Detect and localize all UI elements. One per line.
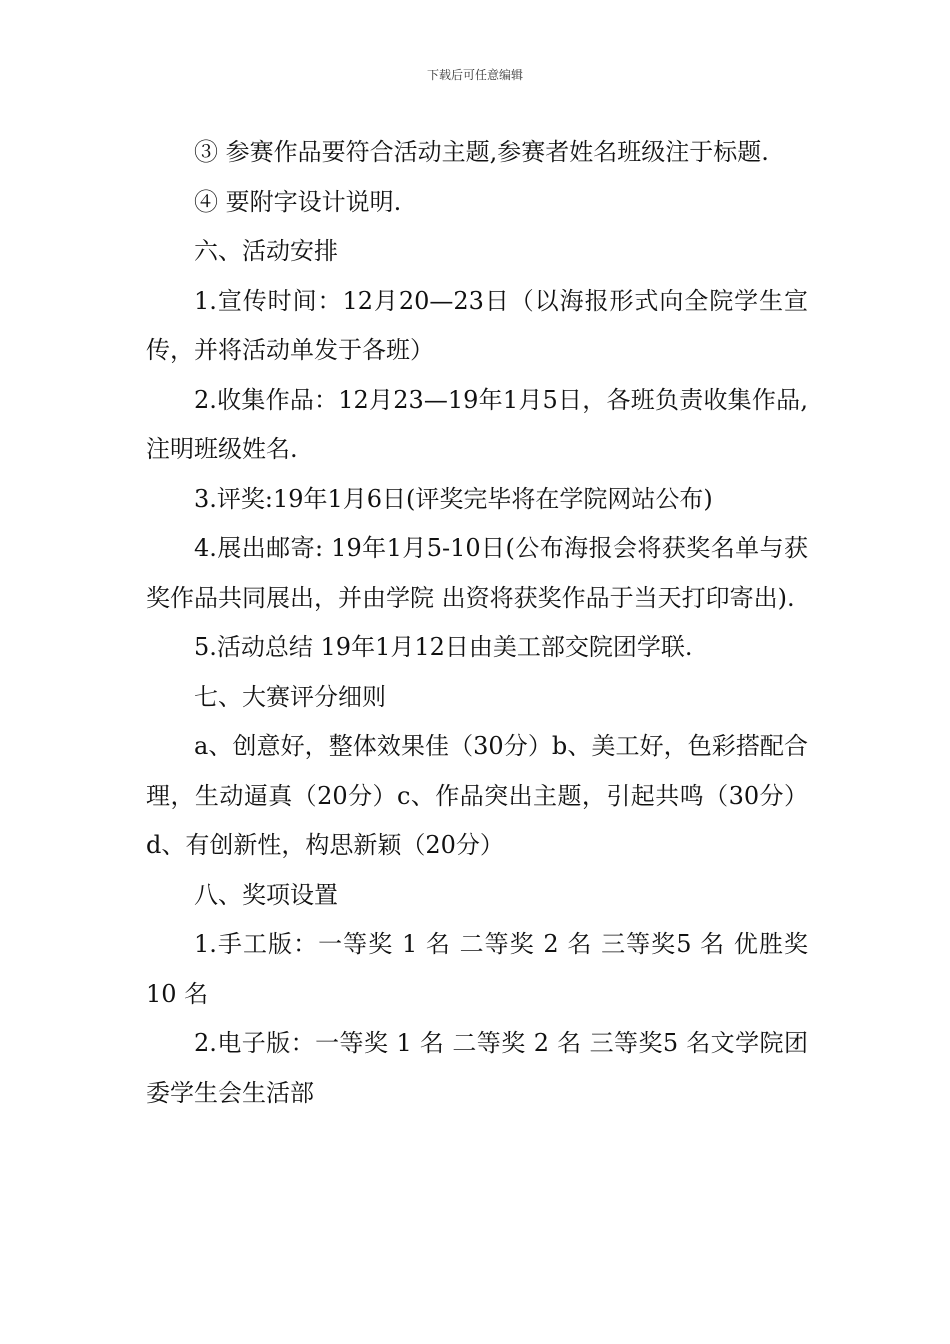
- paragraph-schedule-summary: 5.活动总结 19年1月12日由美工部交院团学联.: [194, 633, 693, 661]
- paragraph-schedule-exhibition: 4.展出邮寄: 19年1月5-10日(公布海报会将获奖名单与获奖作品共同展出，并由学院 出资将获奖作品于当天打印寄出).: [146, 534, 808, 612]
- paragraph-entry-requirement-4: ④ 要附字设计说明.: [194, 187, 402, 216]
- paragraph-schedule-judging: 3.评奖:19年1月6日(评奖完毕将在学院网站公布): [194, 484, 713, 513]
- paragraph-schedule-collection: 2.收集作品：12月23—19年1月5日，各班负责收集作品,注明班级姓名.: [146, 385, 808, 463]
- paragraph-schedule-publicity: 1.宣传时间：12月20—23日（以海报形式向全院学生宣传，并将活动单发于各班）: [146, 286, 808, 364]
- paragraph-scoring-criteria: a、创意好，整体效果佳（30分）b、美工好，色彩搭配合理，生动逼真（20分）c、作品突出主题，引起共鸣（30分）d、有创新性，构思新颖（20分）: [146, 732, 808, 859]
- page-header: 下载后可任意编辑: [426, 68, 523, 82]
- paragraph-awards-digital: 2.电子版：一等奖 1 名 二等奖 2 名 三等奖5 名文学院团委学生会生活部: [146, 1029, 808, 1107]
- section-heading-scoring: 七、大赛评分细则: [194, 682, 386, 711]
- paragraph-awards-handmade: 1.手工版：一等奖 1 名 二等奖 2 名 三等奖5 名 优胜奖10 名: [146, 930, 808, 1008]
- paragraph-entry-requirement-3: ③ 参赛作品要符合活动主题,参赛者姓名班级注于标题.: [194, 138, 769, 166]
- document-body: [146, 128, 808, 1118]
- section-heading-schedule: 六、活动安排: [194, 237, 338, 265]
- section-heading-awards: 八、奖项设置: [194, 880, 338, 909]
